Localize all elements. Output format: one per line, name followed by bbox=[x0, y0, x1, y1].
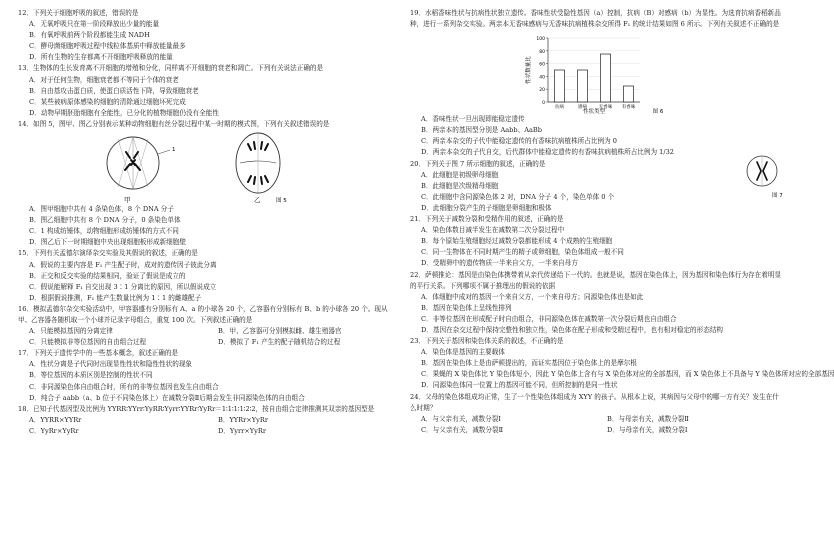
answer-option: C．果蝇的 X 染色体比 Y 染色体短小，因此 Y 染色体上含有与 X 染色体对应的全部基因，而 X 染色体上不具备与 Y 染色体所对应的全部基因 bbox=[421, 370, 834, 379]
question-stem: 14．如图 5，图甲、图乙分别表示某种动物细胞有丝分裂过程中某一时期的模式图，下列有关叙述错误的是 bbox=[18, 119, 330, 128]
question bbox=[18, 248, 396, 303]
answer-option: C．同一生物体在不同时期产生的精子或卵细胞，染色体组成一般不同 bbox=[421, 248, 624, 257]
bar bbox=[623, 86, 633, 102]
answer-option: A．染色体数目减半发生在减数第二次分裂过程中 bbox=[421, 226, 565, 235]
option-row bbox=[410, 425, 782, 436]
answer-option: C．某些被病原体感染的细胞的清除通过细胞坏死完成 bbox=[29, 97, 186, 106]
answer-option: C．非同源染色体自由组合时，所有的非等位基因也发生自由组合 bbox=[29, 382, 219, 391]
answer-option: A．图甲细胞中共有 4 条染色体，8 个 DNA 分子 bbox=[29, 205, 174, 214]
answer-option: D．图乙后下一时期细胞中央出现细胞板形成新细胞壁 bbox=[29, 238, 186, 247]
bar bbox=[600, 54, 610, 102]
figure-5 bbox=[18, 130, 396, 204]
y-tick-label: 20 bbox=[539, 88, 545, 94]
question bbox=[410, 8, 782, 159]
x-tick-label: 有香味 bbox=[621, 105, 636, 111]
answer-option: D．此细胞分裂产生的子细胞是卵细胞和极体 bbox=[421, 203, 552, 212]
answer-option: A．无氧呼吸只在第一阶段释放出少量的能量 bbox=[29, 20, 160, 29]
answer-option: B．基因在染色体上是由萨顿提出的，而证实基因位于染色体上的是摩尔根 bbox=[421, 359, 637, 368]
cell-division-diagram bbox=[18, 130, 318, 204]
bar bbox=[577, 70, 587, 102]
x-tick-label: 无香味 bbox=[598, 105, 613, 111]
option-row bbox=[410, 414, 782, 425]
chart-xlabel: 性状类型 bbox=[582, 109, 606, 116]
figure-7-caption: 图 7 bbox=[772, 192, 783, 199]
y-tick-label: 60 bbox=[539, 62, 545, 68]
figure-5-label-yi: 乙 bbox=[254, 196, 261, 205]
y-tick-label: 100 bbox=[536, 37, 545, 43]
question-stem: 22．萨顿推论：基因是由染色体携带着从亲代传递给下一代的。也就是说，基因在染色体上，因为基因和染色体行为存在着明显的平行关系。下列哪项不属于推理出的假说的依据 bbox=[410, 270, 782, 290]
answer-option: A．此细胞是初级卵母细胞 bbox=[421, 170, 499, 179]
x-tick-label: 抗病 bbox=[555, 105, 564, 111]
y-tick-label: 0 bbox=[542, 101, 545, 107]
answer-option: C．YyRr×YyRr bbox=[29, 426, 79, 435]
figure-5-caption: 图 5 bbox=[276, 198, 287, 205]
answer-option: B．有氧呼吸前两个阶段都能生成 NADH bbox=[29, 31, 150, 40]
question-stem: 17．下列关于遗传学中的一些基本概念，叙述正确的是 bbox=[18, 349, 179, 358]
cell-yi bbox=[236, 133, 280, 193]
answer-option: B．基因在染色体上呈线性排列 bbox=[421, 303, 512, 312]
question bbox=[410, 336, 834, 391]
option-row bbox=[18, 326, 396, 337]
question-stem: 19．水稻香味性状与抗病性状独立遗传。香味性状受隐性基因（a）控制，抗病（B）对感病（b）为显性。为选育抗病香稻新品种，进行一系列杂交实验。两亲本无香味感病与无香味抗病植株杂交所得 F₁ 的统计结果如图 6 所示。下列有关叙述不正确的是 bbox=[410, 9, 781, 29]
question bbox=[18, 404, 396, 437]
x-tick-label: 感病 bbox=[578, 105, 587, 111]
option-row bbox=[18, 415, 396, 426]
figure-5-label-1: 1 bbox=[172, 147, 176, 154]
answer-option: C．此细胞中含同源染色体 2 对，DNA 分子 4 个，染色单体 0 个 bbox=[421, 192, 615, 201]
question bbox=[18, 304, 396, 348]
answer-option: C．非等位基因在形成配子时自由组合，非同源染色体在减数第一次分裂后期也自由组合 bbox=[421, 314, 677, 323]
question bbox=[410, 214, 782, 269]
answer-option: B．等位基因的本质区别是控制的性状不同 bbox=[29, 371, 153, 380]
y-tick-label: 40 bbox=[539, 75, 545, 81]
answer-option: D．受精卵中的遗传物质一半来自父方，一半来自母方 bbox=[421, 259, 578, 268]
answer-option: D．同源染色体同一位置上的基因可能不同，但所控制的是同一性状 bbox=[421, 381, 618, 390]
answer-option: D．根据假说推测，F₁ 能产生数量比例为 1∶1 的雌雄配子 bbox=[29, 293, 202, 302]
answer-option: A．体细胞中成对的基因一个来自父方，一个来自母方；同源染色体也是如此 bbox=[421, 292, 644, 301]
option-row bbox=[18, 337, 396, 348]
question-stem: 15．下列有关孟德尔演绎杂交实验及其假说的叙述，正确的是 bbox=[18, 249, 198, 258]
question bbox=[18, 8, 396, 63]
answer-option: A．只能模拟基因的分离定律 bbox=[29, 327, 113, 336]
y-tick-label: 80 bbox=[539, 49, 545, 55]
answer-option: D．模拟了 F₁ 产生的配子随机结合的过程 bbox=[218, 338, 341, 347]
figure-5-label-jia: 甲 bbox=[124, 196, 131, 205]
answer-option: D．所有生物的生存都离不开细胞呼吸释放的能量 bbox=[29, 53, 173, 62]
answer-option: B．甲、乙容器可分别模拟雌、雄生殖器官 bbox=[218, 327, 342, 336]
figure-6 bbox=[410, 30, 782, 114]
cell-figure-7 bbox=[742, 151, 782, 199]
answer-option: B．YYRr×YyRr bbox=[218, 415, 268, 424]
answer-option: B．自由基攻击蛋白质，使蛋白质活性下降，导致细胞衰老 bbox=[29, 86, 199, 95]
answer-option: D．Yyrr×YyRr bbox=[218, 426, 266, 435]
question-stem: 24．父母的染色体组成均正常，生了一个性染色体组成为 XYY 的孩子。从根本上说，其病因与父母中的哪一方有关？发生在什么时期？ bbox=[410, 392, 779, 412]
answer-option: B．两亲本的基因型分别是 Aabb、AaBb bbox=[421, 126, 542, 135]
question-stem: 12．下列关于细胞呼吸的叙述，错误的是 bbox=[18, 9, 139, 17]
answer-option: A．性状分离是子代同时出现显性性状和隐性性状的现象 bbox=[29, 360, 193, 369]
answer-option: D．纯合子 aabb（a、b 位于不同染色体上）在减数分裂Ⅱ后期会发生非同源染色体的自由组合 bbox=[29, 393, 305, 402]
question bbox=[18, 63, 396, 118]
left-column bbox=[18, 8, 396, 437]
answer-option: A．对于任何生物，细胞衰老都不等同于个体的衰老 bbox=[29, 75, 179, 84]
answer-option: C．两亲本杂交的子代中能稳定遗传的有香味抗病植株所占比例为 0 bbox=[421, 137, 617, 146]
answer-option: D．两亲本杂交的子代自交，后代群体中能稳定遗传的有香味抗病植株所占比例为 1/32 bbox=[421, 148, 674, 157]
answer-option: C．酵母菌细胞呼吸过程中线粒体基质中释放能量最多 bbox=[29, 42, 186, 51]
question bbox=[18, 119, 396, 248]
answer-option: A．与父亲有关，减数分裂Ⅰ bbox=[421, 414, 501, 423]
answer-option: D．动物早期胚胎细胞有全能性，已分化的植物细胞仍没有全能性 bbox=[29, 108, 219, 117]
chart-caption: 图 6 bbox=[652, 109, 664, 116]
question bbox=[410, 159, 782, 214]
answer-option: A．假说的主要内容是 F₁ 产生配子时，成对的遗传因子彼此分离 bbox=[29, 260, 217, 269]
option-row bbox=[18, 426, 396, 437]
question-stem: 16．模拟孟德尔杂交实验活动中，甲容器盛有分别标有 A、a 的小球各 20 个，乙容器有分别标有 B、b 的小球各 20 个。现从甲、乙容器各随机取一个小球并记录字母组合，重复 100 次。下列叙述正确的是 bbox=[18, 304, 388, 324]
chart-ylabel: 性状数量比 bbox=[526, 56, 532, 84]
answer-option: B．正交和反交实验的结果相同，验证了假说是成立的 bbox=[29, 271, 186, 280]
right-column bbox=[410, 8, 834, 436]
question-stem: 20．下列关于图 7 所示细胞的叙述，正确的是 bbox=[410, 159, 546, 168]
answer-option: C．只能模拟非等位基因的自由组合过程 bbox=[29, 338, 147, 347]
question-stem: 21．下列关于减数分裂和受精作用的叙述，正确的是 bbox=[410, 215, 564, 224]
cell-jia bbox=[107, 137, 170, 189]
trait-bar-chart bbox=[410, 30, 770, 114]
answer-option: B．与母亲有关，减数分裂Ⅱ bbox=[607, 414, 689, 423]
answer-option: C．与父亲有关，减数分裂Ⅱ bbox=[421, 425, 504, 434]
answer-option: C．1 构成纺锤体，动物细胞形成纺锤体的方式不同 bbox=[29, 227, 179, 236]
answer-option: C．假说能解释 F₁ 自交出现 3∶1 分离比的原因，所以假说成立 bbox=[29, 282, 217, 291]
answer-option: B．此细胞是次级精母细胞 bbox=[421, 181, 499, 190]
answer-option: A．YYRR×YYRr bbox=[29, 415, 82, 424]
bar bbox=[554, 70, 564, 102]
answer-option: D．基因在杂交过程中保持完整性和独立性，染色体在配子形成和受精过程中，也有相对稳定的形态结构 bbox=[421, 325, 724, 334]
question-stem: 18．已知子代基因型及比例为 YYRR∶YYrr∶YyRR∶Yyrr∶YYRr∶YyRr＝1∶1∶1∶1∶2∶2，按自由组合定律推测其双亲的基因型是 bbox=[18, 404, 375, 413]
answer-option: B．图乙细胞中共有 8 个 DNA 分子，0 条染色单体 bbox=[29, 216, 181, 225]
answer-option: A．染色体是基因的主要载体 bbox=[421, 348, 505, 357]
answer-option: B．每个原始生殖细胞经过减数分裂都能形成 4 个成熟的生殖细胞 bbox=[421, 237, 613, 246]
figure-7 bbox=[742, 151, 782, 199]
question bbox=[410, 392, 782, 436]
question-stem: 23．下列关于基因和染色体关系的叙述，不正确的是 bbox=[410, 337, 564, 346]
answer-option: A．香味性状一旦出现即能稳定遗传 bbox=[421, 115, 525, 124]
answer-option: D．与母亲有关，减数分裂Ⅰ bbox=[607, 425, 688, 434]
question bbox=[410, 270, 782, 337]
question-stem: 13．生物体的生长发育离不开细胞的增殖和分化，同样离不开细胞的衰老和凋亡。下列有关说法正确的是 bbox=[18, 64, 324, 73]
question bbox=[18, 348, 396, 403]
